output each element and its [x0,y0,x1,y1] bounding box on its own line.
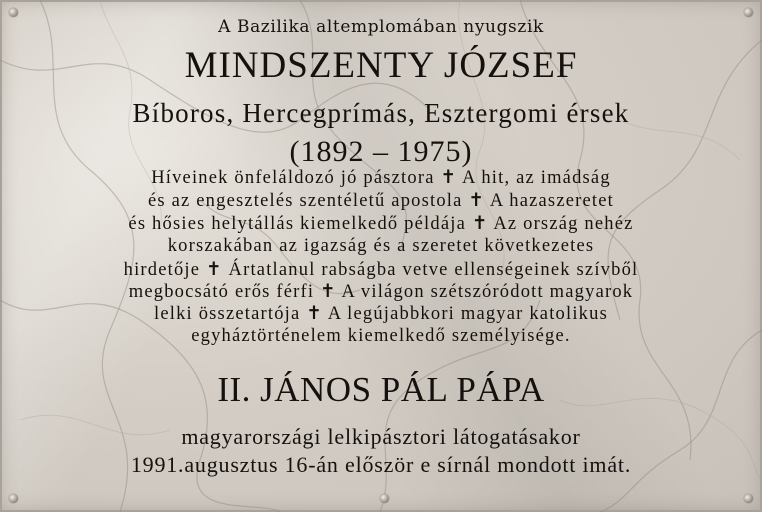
body-line-7: lelki összetartója ✝ A legújabbkori magyar katolikus [154,304,608,324]
corner-screw-bottom-left [9,494,18,503]
life-years: (1892 – 1975) [289,135,473,168]
body-line-6: megbocsátó erős férfi ✝ A világon szétszóródott magyarok [128,282,634,302]
bottom-center-screw [380,494,389,503]
body-line-2: és az engesztelés szentéletű apostola ✝ A hazaszeretet [147,191,615,211]
corner-screw-bottom-right [744,494,753,503]
name-heading: MINDSZENTY JÓZSEF [184,45,578,86]
pope-heading: II. JÁNOS PÁL PÁPA [217,370,545,409]
footer-line-2: 1991.augusztus 16-án először e sírnál mondott imát. [130,452,632,477]
corner-screw-top-left [9,8,18,17]
body-line-4: korszakában az igazság és a szeretet következetes [167,236,595,256]
body-line-5: hirdetője ✝ Ártatlanul rabságba vetve ellenségeinek szívből [123,260,639,280]
body-line-8: egyháztörténelem kiemelkedő személyisége. [191,326,571,346]
body-line-3: és hősies helytállás kiemelkedő példája ✝ Az ország nehéz [128,214,634,234]
titles-line: Bíboros, Hercegprímás, Esztergomi érsek [132,98,630,128]
header-text: A Bazilika altemplomában nyugszik [218,17,544,37]
corner-screw-top-right [744,8,753,17]
body-line-1: Híveinek önfeláldozó jó pásztora ✝ A hit, az imádság [151,168,611,188]
footer-line-1: magyarországi lelkipásztori látogatásakor [181,424,581,449]
